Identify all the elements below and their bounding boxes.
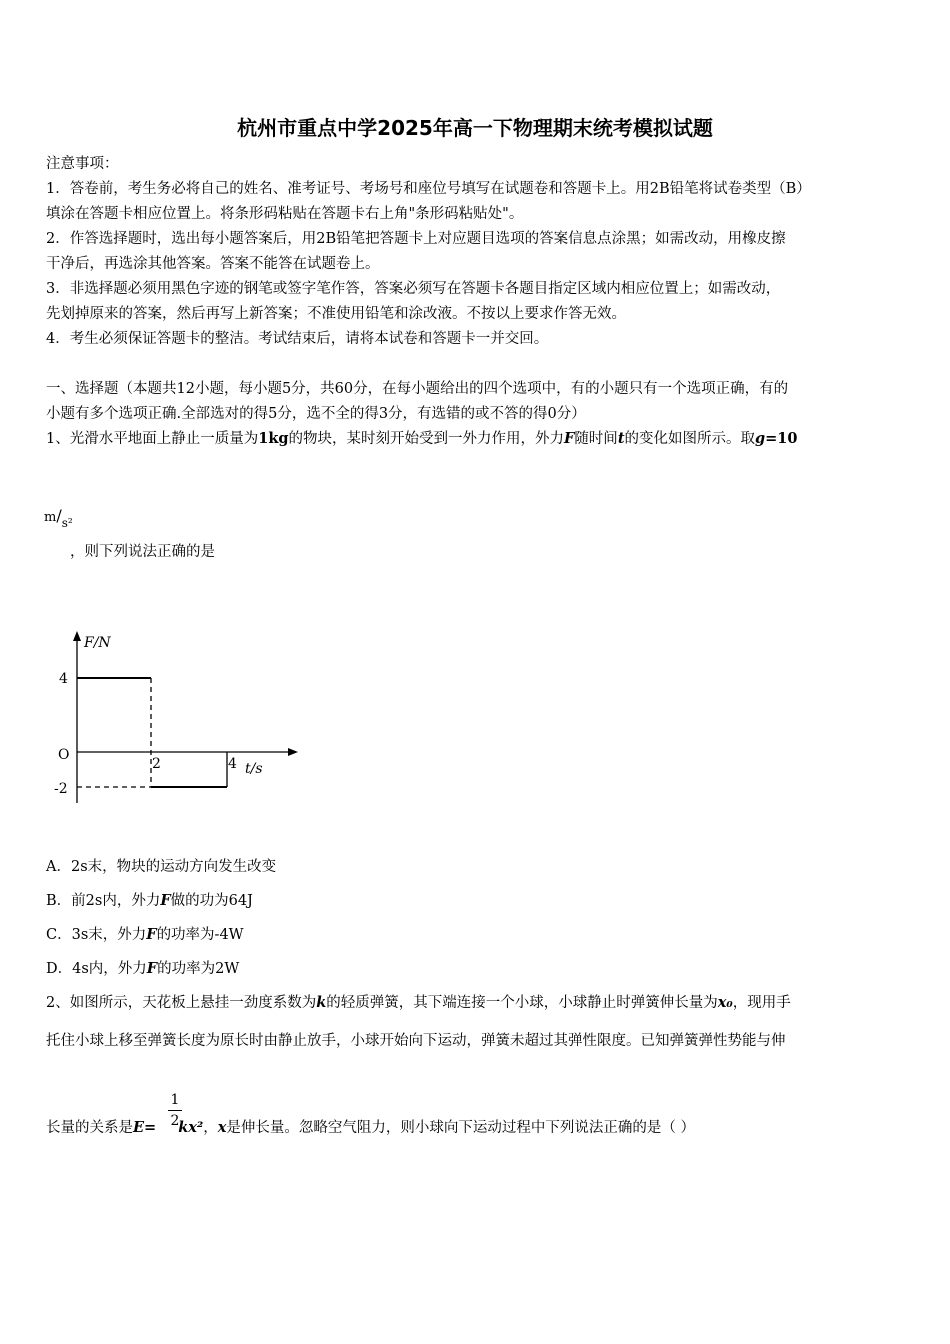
q1-time-symbol: t — [617, 430, 625, 447]
option-c — [46, 923, 244, 944]
q1-force-symbol: F — [564, 430, 575, 447]
option-b-tail: 做的功为64J — [170, 893, 253, 909]
option-d-text: D．4s内，外力 — [46, 961, 147, 977]
q2-text: 是伸长量。忽略空气阻力，则小球向下运动过程中下列说法正确的是（ ） — [226, 1120, 696, 1136]
q2-x0-symbol: x₀ — [717, 994, 733, 1011]
y-tick-minus-2: -2 — [54, 781, 68, 797]
acceleration-unit — [44, 506, 73, 530]
option-a: A．2s末，物块的运动方向发生改变 — [46, 859, 277, 875]
q2-text: ，现用手 — [732, 995, 791, 1011]
q2-energy-symbol: E= — [133, 1119, 157, 1136]
y-axis-label: F/N — [84, 635, 111, 651]
q1-g-symbol: g — [755, 430, 766, 447]
notice-line-3: 2．作答选择题时，选出每小题答案后，用2B铅笔把答题卡上对应题目选项的答案信息点涂黑；如需改动，用橡皮擦 — [46, 231, 786, 247]
q2-kx2: kx² — [178, 1119, 204, 1136]
q1-g-value: =10 — [765, 430, 798, 447]
question-1-stem — [46, 427, 797, 448]
x-axis-arrow — [288, 748, 298, 756]
option-c-text: C．3s末，外力 — [46, 927, 147, 943]
notice-line-5: 3．非选择题必须用黑色字迹的钢笔或签字笔作答，答案必须写在答题卡各题目指定区域内相应位置上；如需改动， — [46, 281, 781, 297]
q1-text: 的变化如图所示。取 — [624, 431, 756, 447]
y-tick-4: 4 — [59, 671, 68, 687]
option-d-force: F — [146, 960, 158, 977]
q2-k-symbol: k — [316, 994, 327, 1011]
x-tick-4: 4 — [228, 756, 237, 772]
question-2-line-1 — [46, 991, 791, 1012]
q2-text: ， — [203, 1120, 218, 1136]
section-heading-line-1: 一、选择题（本题共12小题，每小题5分，共60分，在每小题给出的四个选项中，有的小题只有一个选项正确，有的 — [46, 381, 789, 397]
question-2-line-2: 托住小球上移至弹簧长度为原长时由静止放手，小球开始向下运动，弹簧未超过其弹性限度。已知弹簧弹性势能与伸 — [46, 1033, 786, 1049]
option-d — [46, 957, 239, 978]
notice-line-4: 干净后，再选涂其他答案。答案不能答在试题卷上。 — [46, 256, 380, 272]
q1-text: 的物块，某时刻开始受到一外力作用，外力 — [288, 431, 565, 447]
origin-label: O — [58, 747, 70, 763]
section-heading-line-2: 小题有多个选项正确.全部选对的得5分，选不全的得3分，有选错的或不答的得0分） — [46, 406, 586, 422]
option-b-force: F — [160, 892, 171, 909]
y-axis-arrow — [73, 631, 81, 641]
option-c-tail: 的功率为-4W — [156, 927, 244, 943]
q1-tail: ，则下列说法正确的是 — [70, 544, 215, 560]
page-title: 杭州市重点中学2025年高一下物理期末统考模拟试题 — [237, 116, 713, 140]
notice-line-1: 1．答卷前，考生务必将自己的姓名、准考证号、考场号和座位号填写在试题卷和答题卡上。用2B铅笔将试卷类型（B） — [46, 181, 811, 197]
q1-text: 随时间 — [574, 431, 618, 447]
fraction-bar — [168, 1110, 182, 1111]
option-d-tail: 的功率为2W — [157, 961, 240, 977]
unit-slash: / — [56, 506, 62, 525]
option-c-force: F — [146, 926, 157, 943]
unit-m: m — [44, 510, 57, 525]
notice-line-6: 先划掉原来的答案，然后再写上新答案；不准使用铅笔和涂改液。不按以上要求作答无效。 — [46, 306, 626, 322]
unit-s2: s² — [61, 516, 73, 530]
notice-line-2: 填涂在答题卡相应位置上。将条形码粘贴在答题卡右上角"条形码粘贴处"。 — [46, 206, 524, 222]
option-b-text: B．前2s内，外力 — [46, 893, 161, 909]
force-time-graph — [40, 625, 310, 810]
q2-text: 长量的关系是 — [46, 1120, 133, 1136]
q1-text: 1、光滑水平地面上静止一质量为 — [46, 431, 259, 447]
x-tick-2: 2 — [152, 756, 161, 772]
q2-x-symbol: x — [217, 1119, 227, 1136]
fraction-denominator: 2 — [170, 1113, 180, 1129]
x-axis-label: t/s — [245, 761, 263, 777]
option-b — [46, 889, 253, 910]
notice-line-7: 4．考生必须保证答题卡的整洁。考试结束后，请将本试卷和答题卡一并交回。 — [46, 331, 549, 347]
q1-mass: 1kg — [258, 430, 289, 447]
notice-heading: 注意事项： — [46, 156, 119, 172]
q2-text: 的轻质弹簧，其下端连接一个小球，小球静止时弹簧伸长量为 — [326, 995, 718, 1011]
q2-text: 2、如图所示，天花板上悬挂一劲度系数为 — [46, 995, 317, 1011]
fraction-numerator: 1 — [170, 1092, 180, 1108]
question-2-line-3 — [46, 1116, 695, 1137]
